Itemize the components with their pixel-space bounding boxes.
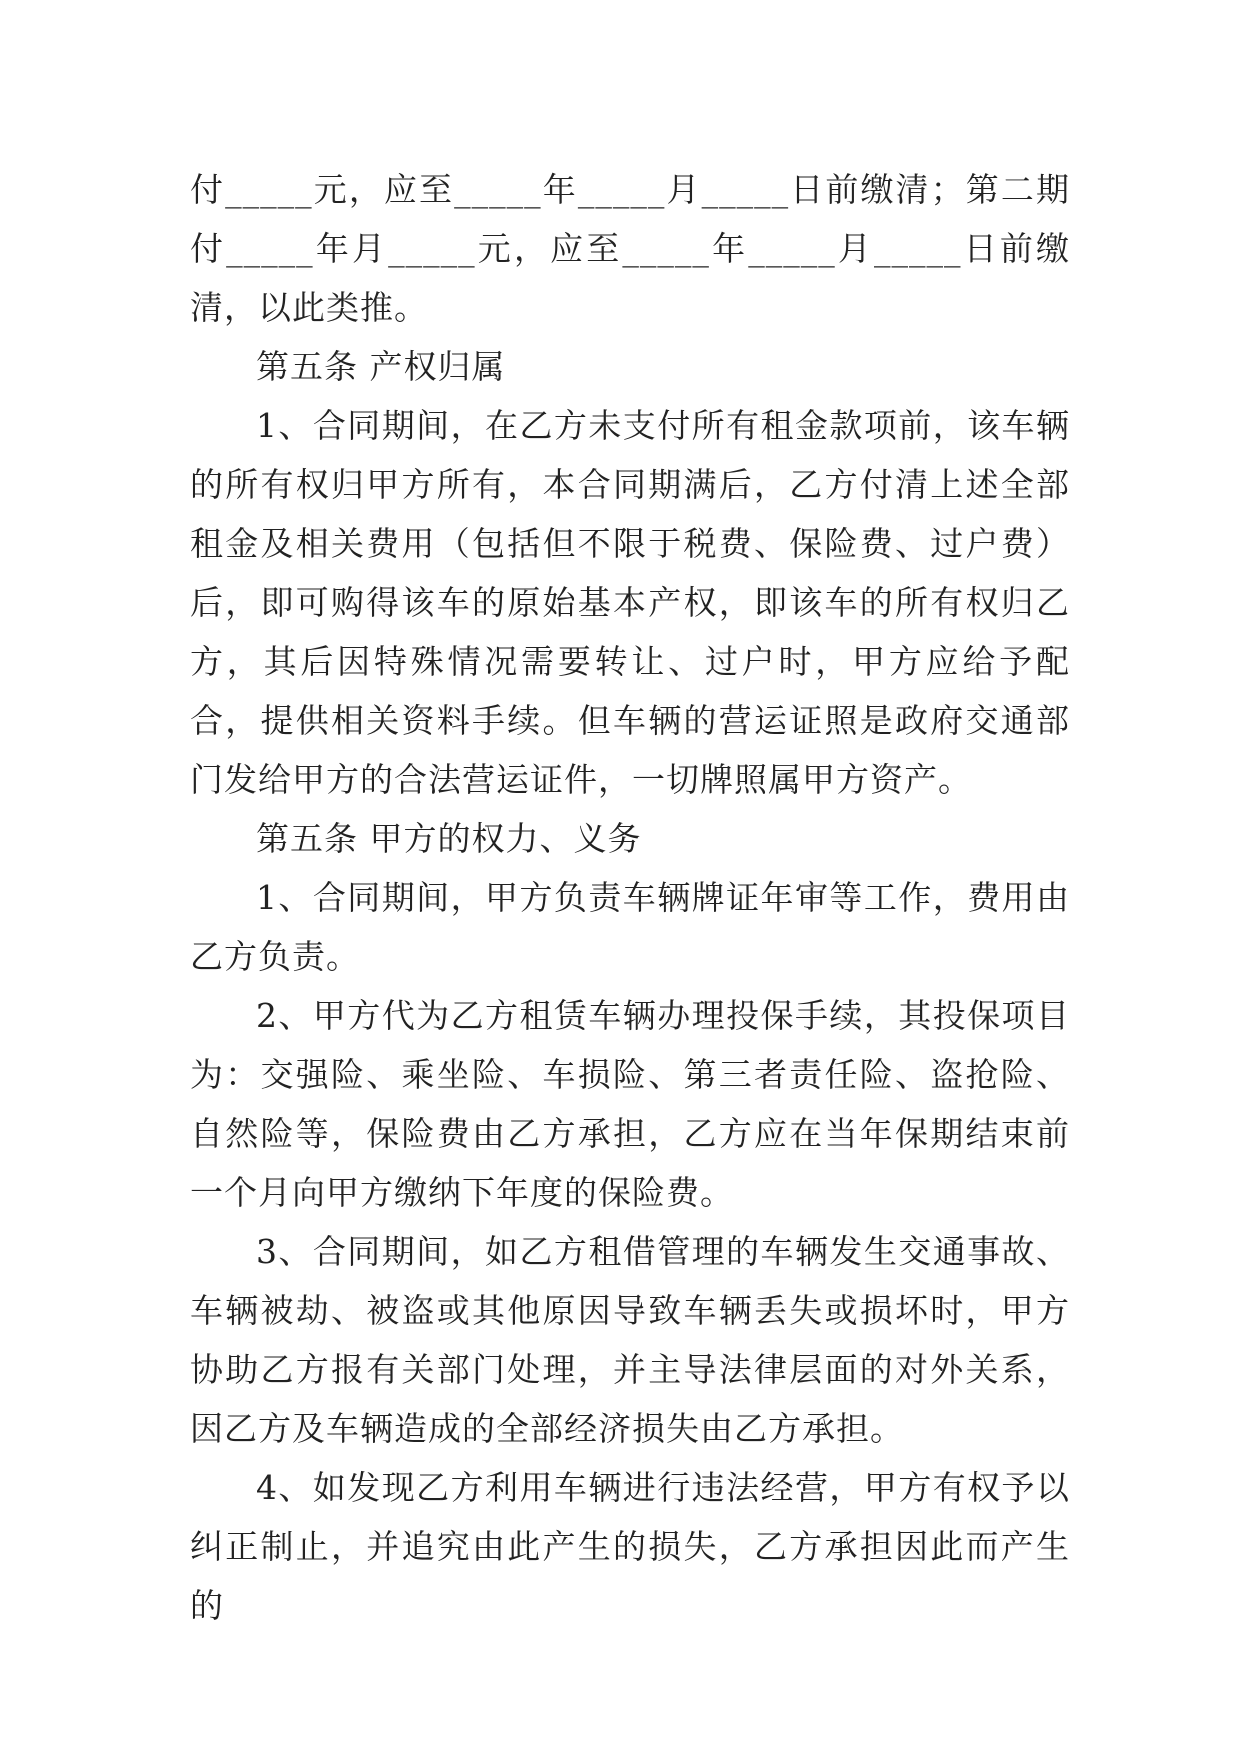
paragraph-payment-schedule: 付_____元，应至_____年_____月_____日前缴清；第二期付_____年月_____元，应至_____年_____月_____日前缴清，以此类推。 xyxy=(190,170,1070,327)
paragraph-party-a-3: 3、合同期间，如乙方租借管理的车辆发生交通事故、车辆被劫、被盗或其他原因导致车辆丢失或损坏时，甲方协助乙方报有关部门处理，并主导法律层面的对外关系，因乙方及车辆造成的全部经济损失由乙方承担。 xyxy=(190,1232,1070,1448)
paragraph-party-a-2: 2、甲方代为乙方租赁车辆办理投保手续，其投保项目为：交强险、乘坐险、车损险、第三者责任险、盗抢险、自然险等，保险费由乙方承担，乙方应在当年保期结束前一个月向甲方缴纳下年度的保险费。 xyxy=(190,996,1070,1212)
paragraph-party-a-1: 1、合同期间，甲方负责车辆牌证年审等工作，费用由乙方负责。 xyxy=(190,878,1070,976)
paragraph-party-a-4: 4、如发现乙方利用车辆进行违法经营，甲方有权予以纠正制止，并追究由此产生的损失，乙方承担因此而产生的 xyxy=(190,1468,1070,1625)
heading-article-5-party-a-rights: 第五条 甲方的权力、义务 xyxy=(256,819,642,858)
document-body xyxy=(190,160,1070,1635)
heading-article-5-property-rights: 第五条 产权归属 xyxy=(256,347,506,386)
paragraph-property-rights-1: 1、合同期间，在乙方未支付所有租金款项前，该车辆的所有权归甲方所有，本合同期满后，乙方付清上述全部租金及相关费用（包括但不限于税费、保险费、过户费）后，即可购得该车的原始基本产权，即该车的所有权归乙方，其后因特殊情况需要转让、过户时，甲方应给予配合，提供相关资料手续。但车辆的营运证照是政府交通部门发给甲方的合法营运证件，一切牌照属甲方资产。 xyxy=(190,406,1070,799)
